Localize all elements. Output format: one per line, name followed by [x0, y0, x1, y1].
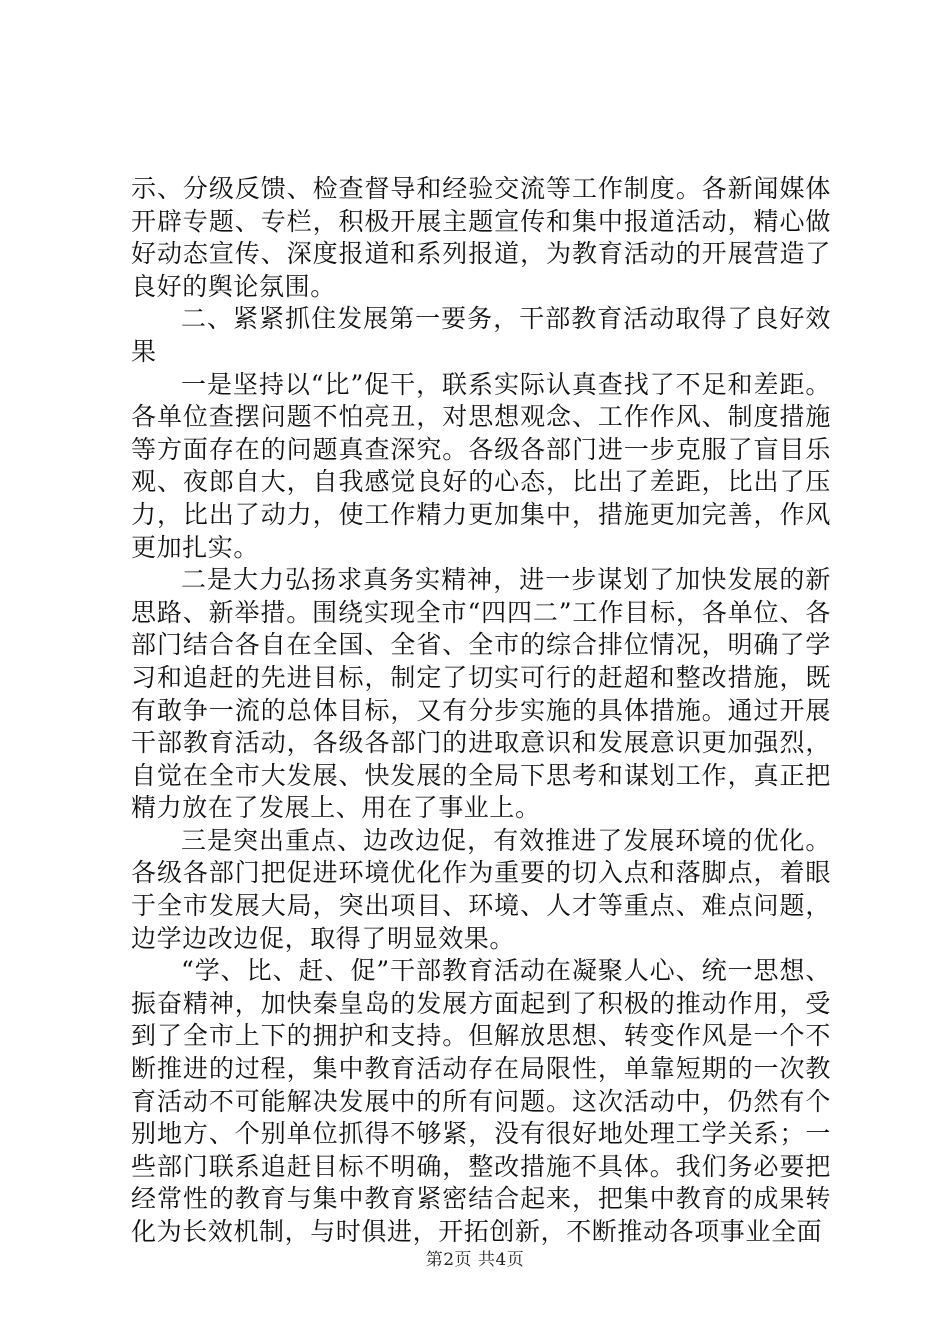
paragraph-6: “学、比、赶、促”干部教育活动在凝聚人心、统一思想、振奋精神，加快秦皇岛的发展方面起到了积极的推动作用，受到了全市上下的拥护和支持。但解放思想、转变作风是一个不断推进的过程，集中教育活动存在局限性，单靠短期的一次教育活动不可能解决发展中的所有问题。这次活动中，仍然有个别地方、个别单位抓得不够紧，没有很好地处理工学关系；一些部门联系追赶目标不明确，整改措施不具体。我们务必要把经常性的教育与集中教育紧密结合起来，把集中教育的成果转化为长效机制，与时俱进，开拓创新，不断推动各项事业全面: [131, 956, 831, 1246]
paragraph-2-section-heading: 二、紧紧抓住发展第一要务，干部教育活动取得了良好效果: [131, 304, 831, 366]
document-body: [131, 173, 831, 1249]
paragraph-3: 一是坚持以“比”促干，联系实际认真查找了不足和差距。各单位查摆问题不怕亮丑，对思想观念、工作作风、制度措施等方面存在的问题真查深究。各级各部门进一步克服了盲目乐观、夜郎自大，自我感觉良好的心态，比出了差距，比出了压力，比出了动力，使工作精力更加集中，措施更加完善，作风更加扎实。: [131, 369, 831, 562]
paragraph-5: 三是突出重点、边改边促，有效推进了发展环境的优化。各级各部门把促进环境优化作为重要的切入点和落脚点，着眼于全市发展大局，突出项目、环境、人才等重点、难点问题，边学边改边促，取得了明显效果。: [131, 825, 831, 953]
paragraph-4: 二是大力弘扬求真务实精神，进一步谋划了加快发展的新思路、新举措。围绕实现全市“四四二”工作目标，各单位、各部门结合各自在全国、全省、全市的综合排位情况，明确了学习和追赶的先进目标，制定了切实可行的赶超和整改措施，既有敢争一流的总体目标，又有分步实施的具体措施。通过开展干部教育活动，各级各部门的进取意识和发展意识更加强烈，自觉在全市大发展、快发展的全局下思考和谋划工作，真正把精力放在了发展上、用在了事业上。: [131, 565, 831, 823]
paragraph-1: 示、分级反馈、检查督导和经验交流等工作制度。各新闻媒体开辟专题、专栏，积极开展主题宣传和集中报道活动，精心做好动态宣传、深度报道和系列报道，为教育活动的开展营造了良好的舆论氛围。: [131, 174, 831, 301]
page-number-footer: 第2页 共4页: [425, 1250, 525, 1270]
